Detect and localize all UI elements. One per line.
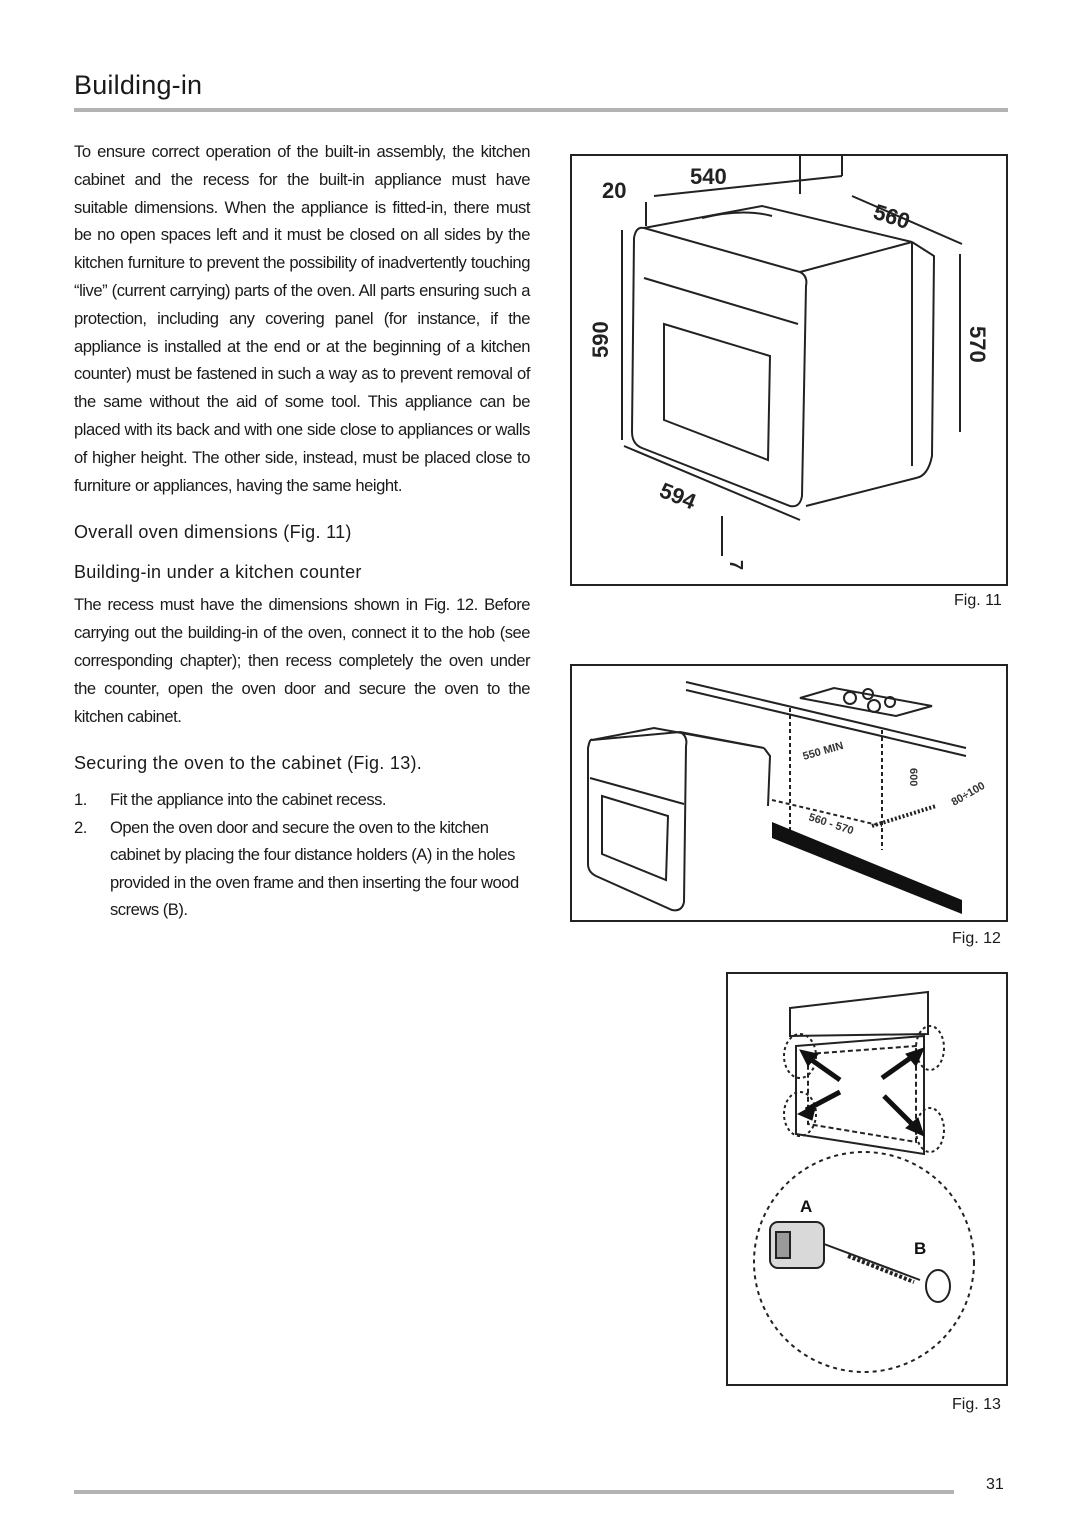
figure-11-caption: Fig. 11 [954, 592, 1002, 609]
oven-window [664, 324, 770, 460]
figure-13-caption: Fig. 13 [952, 1396, 1001, 1413]
intro-paragraph: To ensure correct operation of the built-in assembly, the kitchen cabinet and the recess for the built-in appliance must have suitable dimensions. When the appliance is fitted-in, there must be no open spaces left and it must be closed on all sides by the kitchen furniture to prevent the possibility of inadvertently touching “live” (current carrying) parts of the oven. All parts ensuring such a protection, including any covering panel (for instance, if the appliance is installed at the end or at the beginning of a kitchen counter) must be fastened in such a way as to prevent removal of the same without the aid of some tool. This appliance can be placed with its back and with one side close to appliances or walls of higher height. The other side, instead, must be placed close to furniture or appliances, having the same height. [74, 142, 530, 495]
securing-steps [74, 786, 530, 923]
cabinet-base-strip [772, 822, 962, 914]
oven-side [806, 242, 934, 506]
oven-front-outline [632, 228, 806, 507]
list-item [74, 786, 530, 813]
text-column [74, 138, 530, 923]
dim-590-label: 590 [588, 321, 613, 358]
under-counter-heading: Building-in under a kitchen counter [74, 562, 362, 583]
page-title: Building-in [74, 70, 203, 100]
dim-20-label: 20 [602, 178, 627, 203]
wood-screw-label: B [914, 1239, 927, 1258]
oven-dimensions-diagram [572, 156, 1006, 584]
title-rule [74, 108, 1008, 112]
figure-12-box [570, 664, 1008, 922]
figure-11-box [570, 154, 1008, 586]
list-item [74, 814, 530, 924]
dim-540-label: 540 [690, 164, 727, 189]
control-panel-line [644, 278, 798, 324]
dim-560-label: 560 [870, 198, 914, 235]
dim-560-label: 560 - 570 [807, 811, 855, 838]
figure-12-caption: Fig. 12 [952, 930, 1001, 947]
distance-holder-label: A [800, 1197, 813, 1216]
footer-rule [74, 1490, 954, 1494]
page-number: 31 [986, 1476, 1004, 1493]
under-counter-diagram [572, 666, 1006, 920]
step-number: 1. [74, 790, 87, 810]
dim-600-label: 600 [907, 768, 919, 787]
figure-13-box [726, 972, 1008, 1386]
dim-7-label: 7 [726, 560, 746, 571]
step-number: 2. [74, 817, 87, 837]
securing-diagram [728, 974, 1006, 1384]
dim-550-label: 550 MIN [801, 739, 845, 763]
dim-594-label: 594 [656, 477, 700, 515]
step-text: Fit the appliance into the cabinet recess. [110, 790, 387, 810]
step-text: Open the oven door and secure the oven to the kitchen cabinet by placing the four distance holders (A) in the holes provided in the oven frame and then inserting the four wood screws (B). [110, 817, 519, 919]
securing-heading: Securing the oven to the cabinet (Fig. 13). [74, 753, 423, 774]
under-counter-paragraph: The recess must have the dimensions shown in Fig. 12. Before carrying out the building-in of the oven, connect it to the hob (see corresponding chapter); then recess completely the oven under the counter, open the oven door and secure the oven to the kitchen cabinet. [74, 595, 530, 726]
overall-dimensions-heading: Overall oven dimensions (Fig. 11) [74, 522, 352, 543]
dim-570-label: 570 [965, 326, 990, 363]
dim-80-label: 80÷100 [949, 779, 988, 809]
